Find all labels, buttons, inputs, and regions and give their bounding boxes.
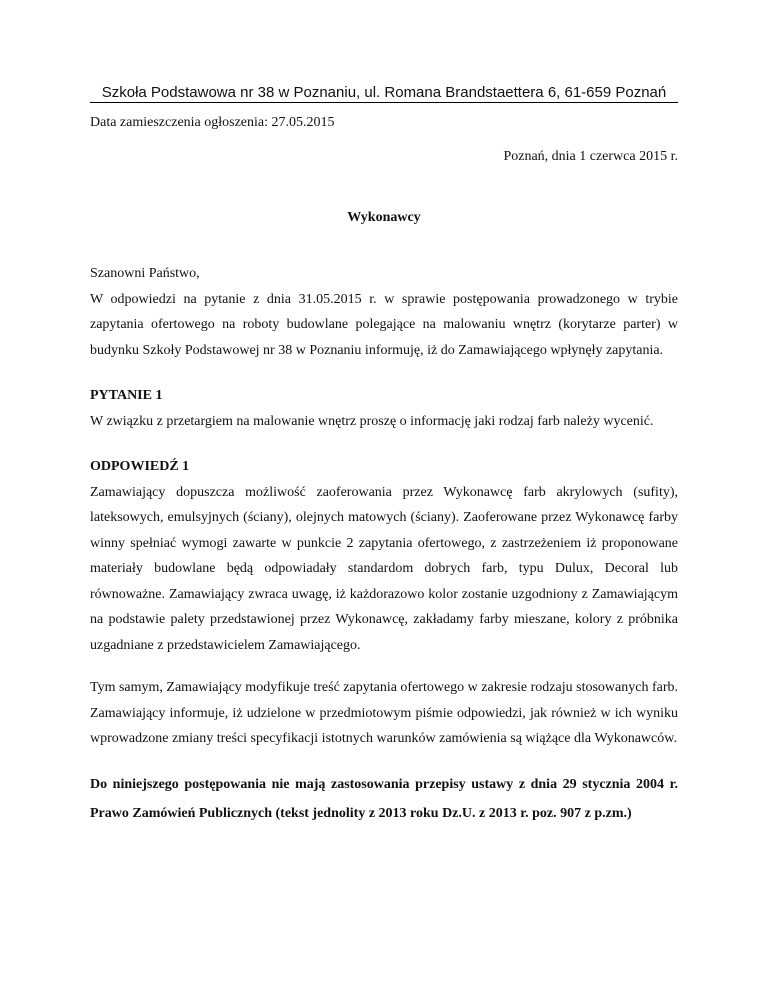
school-header: Szkoła Podstawowa nr 38 w Poznaniu, ul. Romana Brandstaettera 6, 61-659 Poznań: [90, 84, 678, 103]
letter-date: Poznań, dnia 1 czerwca 2015 r.: [503, 149, 678, 164]
recipient-title: Wykonawcy: [347, 210, 421, 225]
answer-text: Zamawiający dopuszcza możliwość zaoferowania przez Wykonawcę farb akrylowych (sufity), lateksowych, emulsyjnych (ściany), olejnych matowych (ściany). Zaoferowane przez Wykonawcę farby winny spełniać wymogi zawarte w punkcie 2 zapytania ofertowego, z zastrzeżeniem iż proponowane materiały budowlane będą odpowiadały standardom dobrych farb, typu Dulux, Decoral lub równoważne. Zamawiający zwraca uwagę, iż każdorazowo kolor zostanie uzgodniony z Zamawiającym na podstawie palety przedstawionej przez Wykonawcę, zakładamy farby mieszane, kolory z próbnika uzgadniane z przedstawicielem Zamawiającego.: [90, 484, 678, 653]
question-heading: PYTANIE 1: [90, 388, 163, 403]
document-page: [90, 0, 678, 994]
legal-note: Do niniejszego postępowania nie mają zastosowania przepisy ustawy z dnia 29 stycznia 2004 r. Prawo Zamówień Publicznych (tekst jednolity z 2013 roku Dz.U. z 2013 r. poz. 907 z p.zm.): [90, 776, 678, 821]
modification-paragraph: Tym samym, Zamawiający modyfikuje treść zapytania ofertowego w zakresie rodzaju stosowanych farb. Zamawiający informuje, iż udzielone w przedmiotowym piśmie odpowiedzi, jak również w ich wyniku wprowadzone zmiany treści specyfikacji istotnych warunków zamówienia są wiążące dla Wykonawców.: [90, 680, 678, 746]
question-text: W związku z przetargiem na malowanie wnętrz proszę o informację jaki rodzaj farb należy wycenić.: [90, 413, 654, 429]
intro-paragraph: W odpowiedzi na pytanie z dnia 31.05.2015 r. w sprawie postępowania prowadzonego w trybie zapytania ofertowego na roboty budowlane polegające na malowaniu wnętrz (korytarze parter) w budynku Szkoły Podstawowej nr 38 w Poznaniu informuję, iż do Zamawiającego wpłynęły zapytania.: [90, 291, 678, 358]
salutation: Szanowni Państwo,: [90, 266, 200, 281]
answer-heading: ODPOWIEDŹ 1: [90, 459, 190, 474]
letter-body: [90, 261, 678, 828]
posting-date: Data zamieszczenia ogłoszenia: 27.05.2015: [90, 115, 335, 130]
